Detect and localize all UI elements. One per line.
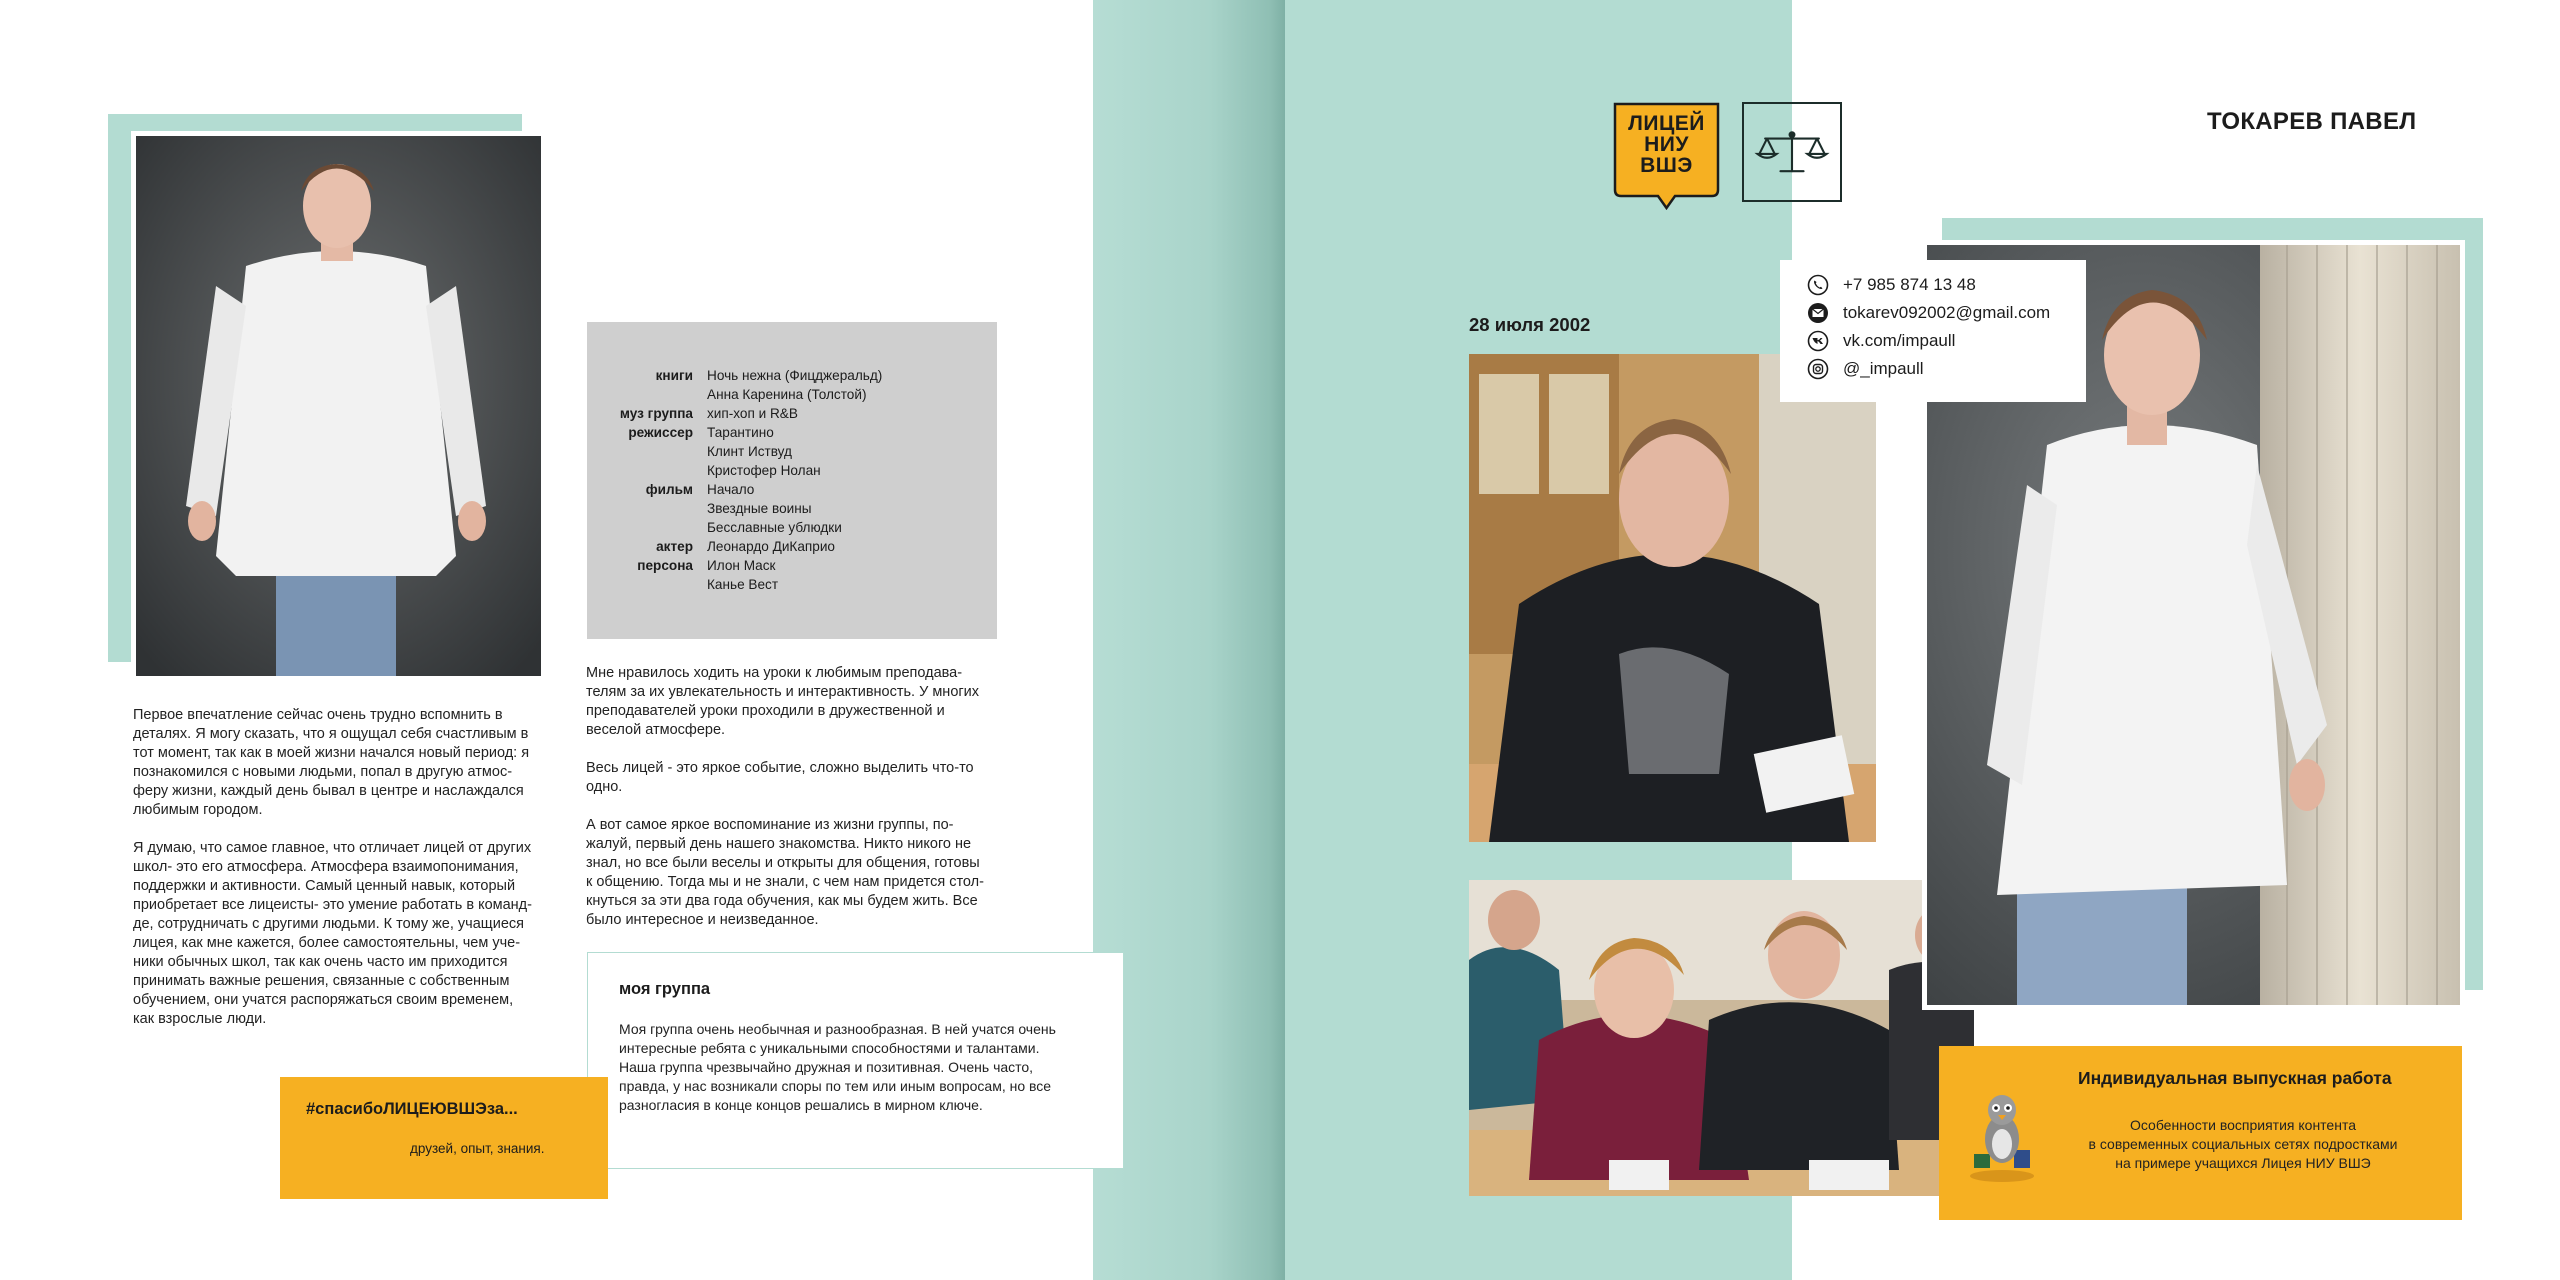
preference-label: [600, 442, 707, 461]
preference-label: муз группа: [619, 406, 693, 421]
contact-vk: [1807, 330, 1955, 352]
preference-value: хип-хоп и R&B: [707, 406, 798, 421]
preference-row: [600, 423, 990, 442]
intro-paragraphs: Первое впечатление сейчас очень трудно вспомнить в деталях. Я могу сказать, что я ощущал себя счастливым в тот момент, так как в моей жизни начался новый период: я познакомился с новыми людьми, попал в другую атмос- феру жизни, каждый день бывал в центре и наслаждался любимым городом. Я думаю, что самое главное, что отличает лицей от других школ- это его атмосфера. Атмосфера взаимопонимания, поддержки и активности. Самый ценный навык, который приобретает все лицеисты- это умение работать в команд- де, сотрудничать с другими людьми. К тому же, учащиеся лицея, как мне кажется, более самостоятельны, чем уче- ники обычных школ, так как очень часто им приходится принимать важные решения, связанные с собственным обучением, они учатся распоряжаться своим временем, как взрослые люди.: [133, 707, 532, 1027]
preference-row: [600, 442, 990, 461]
preference-row: [600, 575, 990, 594]
preference-label: [600, 575, 707, 594]
group-text: Моя группа очень необычная и разнообразная. В ней учатся очень интересные ребята с уникальными способностями и талантами. Наша группа чрезвычайно дружная и позитивная. Очень часто, правда, у нас возникали споры по тем или иным вопросам, но все разногласия в конце концов решались в мирном ключе.: [619, 1021, 1056, 1113]
preference-value: Ночь нежна (Фицджеральд): [707, 368, 883, 383]
preference-label: актер: [656, 539, 693, 554]
preferences-list: [600, 366, 990, 594]
preference-label: фильм: [645, 482, 693, 497]
project-mascot-icon: [1962, 1084, 2042, 1184]
instagram-handle[interactable]: @_impaull: [1843, 359, 1924, 378]
preference-row: [600, 461, 990, 480]
lyceum-logo-text: ЛИЦЕЙ НИУ ВШЭ: [1628, 112, 1705, 177]
contact-email: [1807, 302, 2050, 324]
preference-label: книги: [655, 368, 693, 383]
preference-label: персона: [637, 558, 693, 573]
thanks-box: [280, 1077, 608, 1199]
preference-row: [600, 537, 990, 556]
preference-value: Илон Маск: [707, 558, 776, 573]
preference-value: Тарантино: [707, 425, 774, 440]
scales-icon: [1742, 102, 1842, 202]
preference-label: [600, 461, 707, 480]
vk-icon: [1807, 330, 1829, 352]
contact-phone: [1807, 274, 1976, 296]
preference-row: [600, 480, 990, 499]
birth-date: 28 июля 2002: [1469, 314, 1591, 335]
preference-value: Леонардо ДиКаприо: [707, 539, 835, 554]
preference-value: Анна Каренина (Толстой): [707, 387, 867, 402]
preference-label: режиссер: [628, 425, 693, 440]
preference-row: [600, 366, 990, 385]
phone-number[interactable]: +7 985 874 13 48: [1843, 275, 1976, 294]
preference-row: [600, 404, 990, 423]
instagram-icon: [1807, 358, 1829, 380]
group-title: моя группа: [619, 980, 711, 998]
preference-value: Канье Вест: [707, 577, 779, 592]
preference-value: Бесславные ублюдки: [707, 520, 842, 535]
preference-row: [600, 385, 990, 404]
portrait-photo: [136, 136, 541, 676]
student-name: ТОКАРЕВ ПАВЕЛ: [2207, 108, 2417, 135]
vk-link[interactable]: vk.com/impaull: [1843, 331, 1956, 350]
classroom-photo: [1469, 354, 1876, 842]
preference-row: [600, 518, 990, 537]
preference-label: [600, 499, 707, 518]
thanks-subtitle: друзей, опыт, знания.: [410, 1141, 545, 1156]
group-photo: [1469, 880, 1974, 1196]
preference-value: Клинт Иствуд: [707, 444, 792, 459]
project-description: Особенности восприятия контента в современных социальных сетях подростками на примере учащихся Лицея НИУ ВШЭ: [2088, 1117, 2398, 1171]
contact-instagram: [1807, 358, 1924, 380]
email-address[interactable]: tokarev092002@gmail.com: [1843, 303, 2051, 322]
phone-icon: [1807, 274, 1829, 296]
project-title: Индивидуальная выпускная работа: [2078, 1068, 2392, 1088]
preference-label: [600, 385, 707, 404]
preference-label: [600, 518, 707, 537]
preference-value: Кристофер Нолан: [707, 463, 821, 478]
memories-paragraphs: Мне нравилось ходить на уроки к любимым преподава- телям за их увлекательность и интерактивность. У многих преподавателей уроки проходили в дружественной и веселой атмосфере. Весь лицей - это яркое событие, сложно выделить что-то одно. А вот самое яркое воспоминание из жизни группы, по- жалуй, первый день нашего знакомства. Никто никого не знал, но все были веселы и открыты для общения, готовы к общению. Тогда мы и не знали, с чем нам придется стол- кнуться за эти два года обучения, как мы будем жить. Все было интересное и неизведанное.: [586, 665, 984, 928]
preference-row: [600, 556, 990, 575]
thanks-hashtag: #спасибоЛИЦЕЮВШЭза...: [306, 1100, 518, 1118]
preference-row: [600, 499, 990, 518]
preference-value: Начало: [707, 482, 755, 497]
preference-value: Звездные воины: [707, 501, 812, 516]
email-icon: [1807, 302, 1829, 324]
